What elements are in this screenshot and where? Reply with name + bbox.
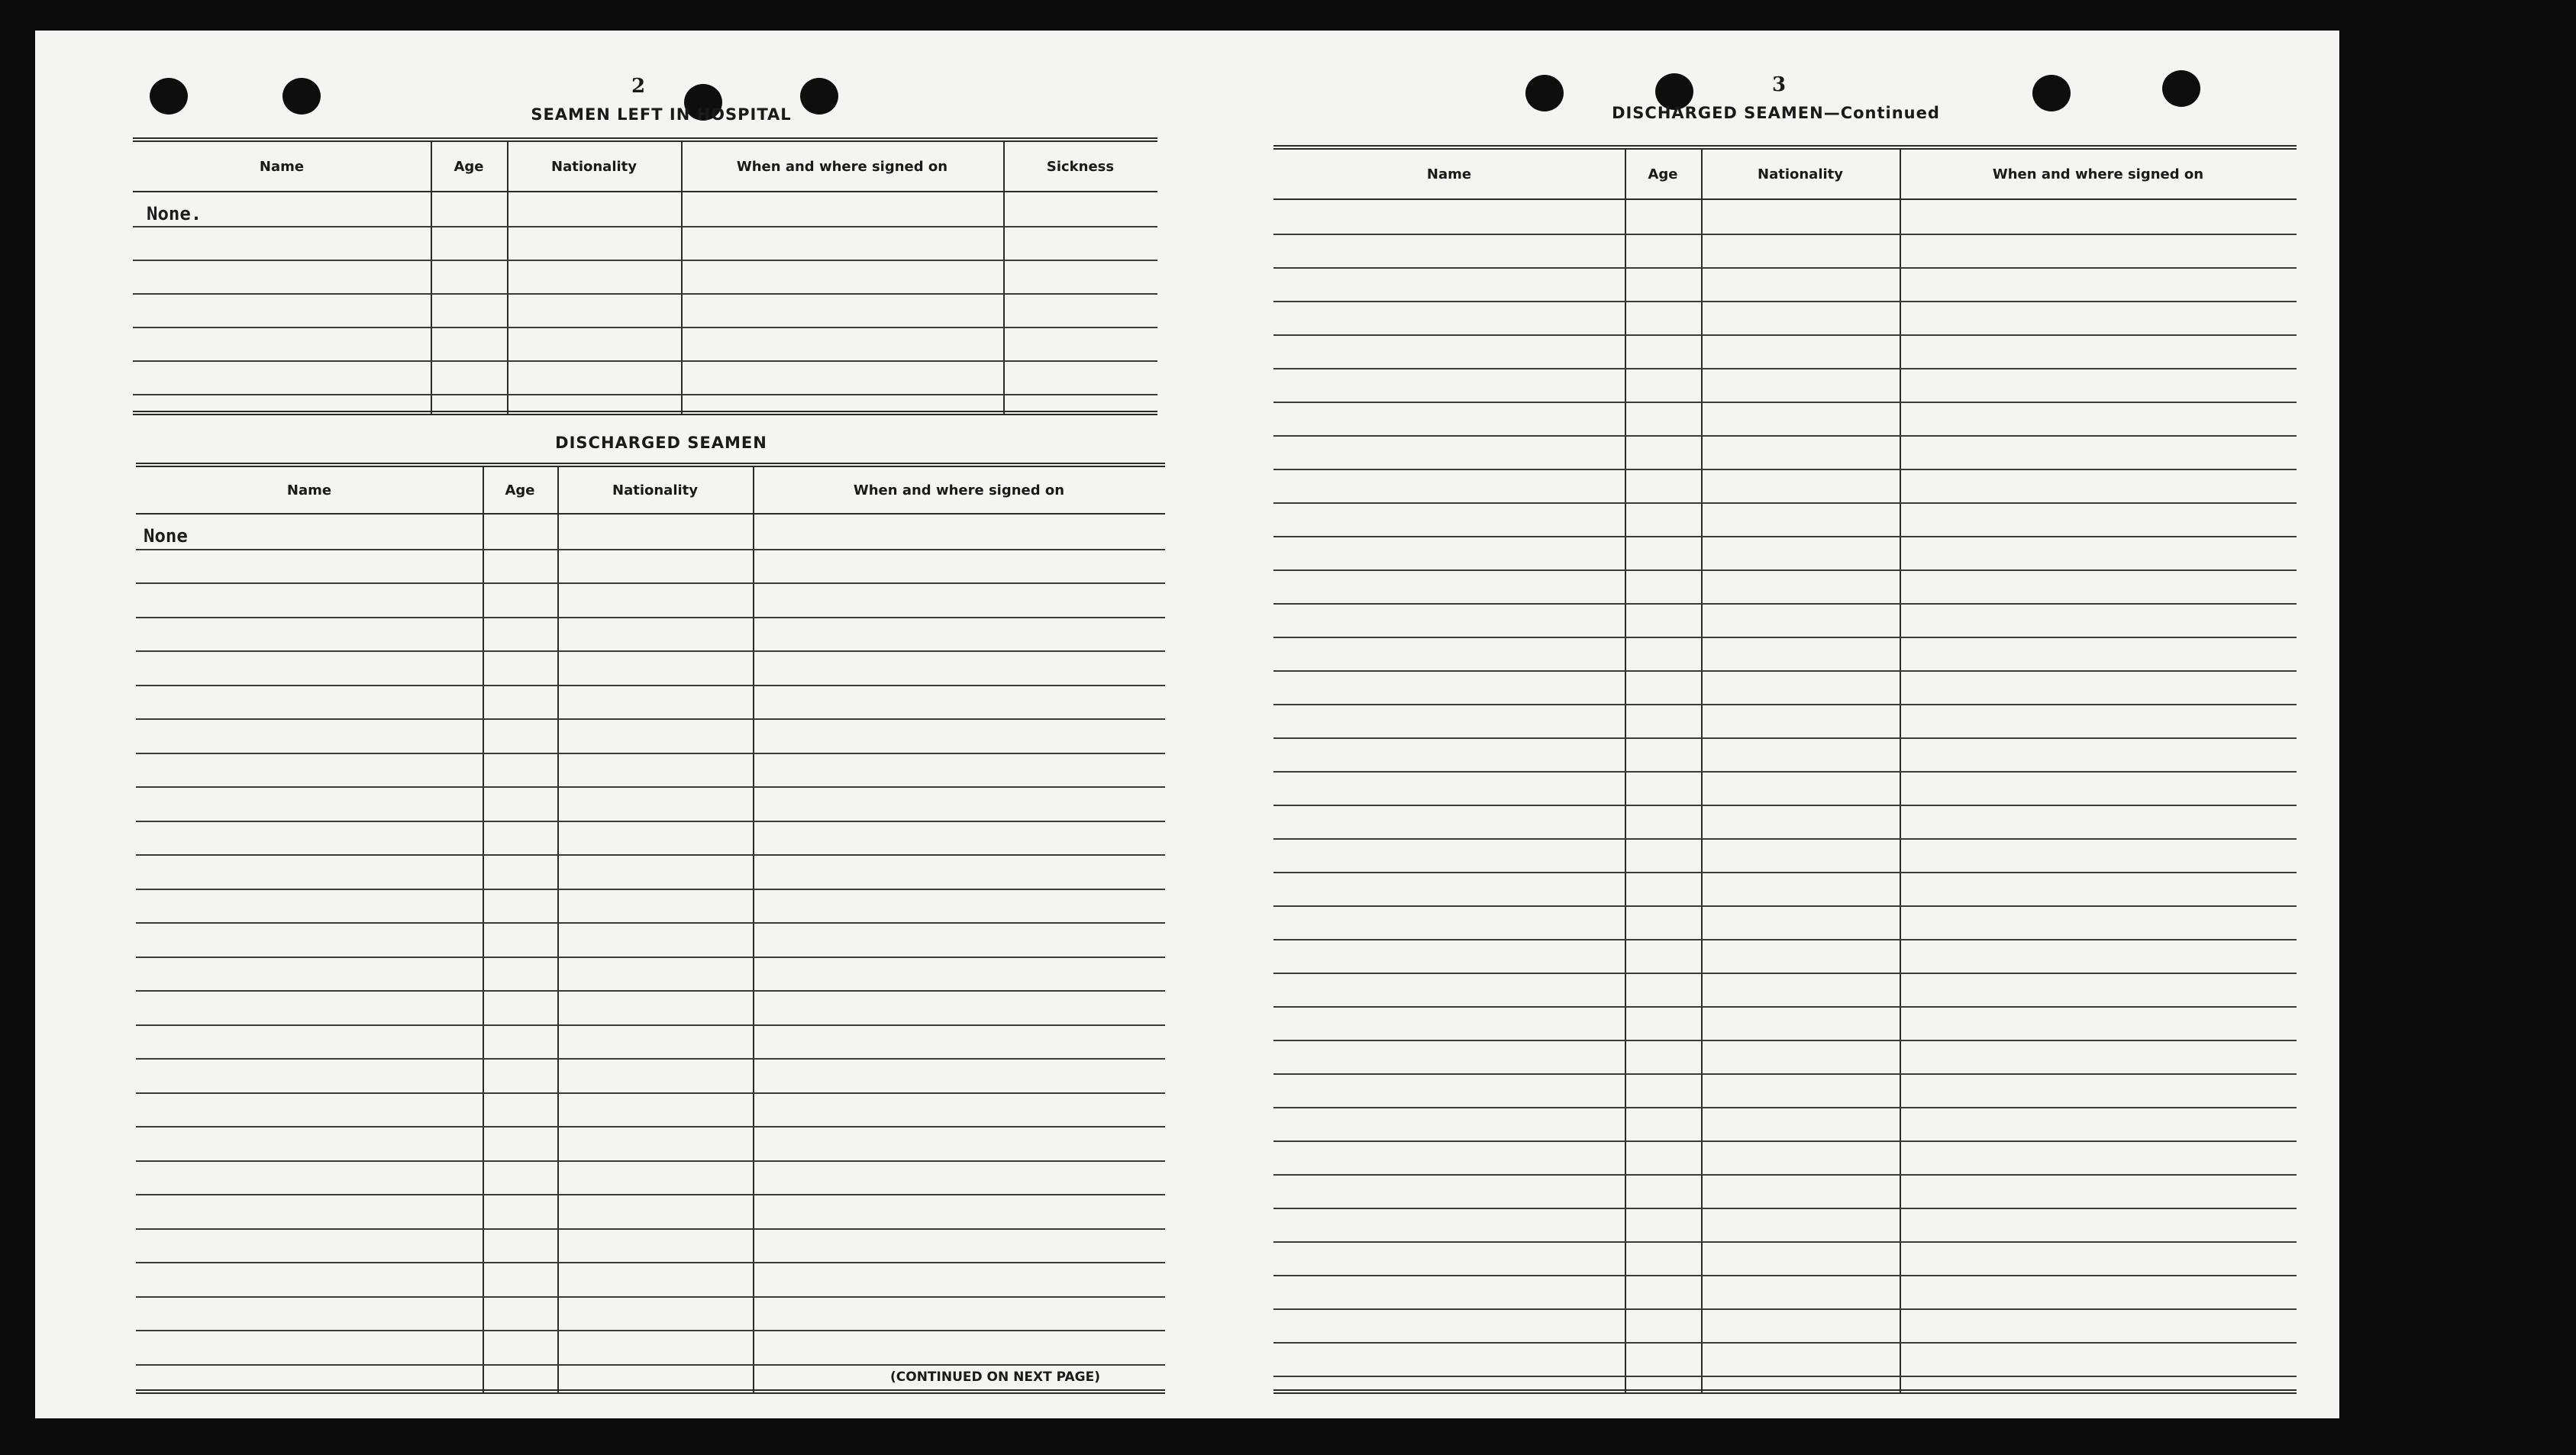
row-rule (133, 293, 1157, 295)
column-divider (681, 142, 683, 415)
page-number-right: 3 (1771, 73, 1787, 96)
row-rule (136, 1092, 1165, 1094)
column-divider (1003, 142, 1005, 415)
col-header-age: Age (1648, 166, 1678, 182)
col-header-name: Name (286, 482, 332, 498)
discharged-table-right-header (1273, 150, 2297, 200)
row-rule (136, 753, 1165, 754)
row-rule (1273, 973, 2297, 974)
document-sheet (35, 31, 2339, 1418)
discharged-table-left-header (136, 467, 1165, 515)
row-rule (136, 1194, 1165, 1195)
col-header-signed-on: When and where signed on (853, 482, 1065, 498)
column-divider (431, 142, 432, 415)
row-rule (136, 821, 1165, 822)
row-rule (136, 650, 1165, 652)
row-rule (1273, 502, 2297, 504)
row-rule (136, 889, 1165, 890)
row-rule (1273, 536, 2297, 537)
row-rule (1273, 469, 2297, 470)
row-rule (136, 1364, 1165, 1366)
hospital-table (133, 137, 1157, 415)
row-rule (136, 549, 1165, 550)
row-rule (1273, 939, 2297, 940)
punch-hole (150, 78, 188, 115)
hospital-entry-none: None. (147, 203, 202, 224)
row-rule (133, 226, 1157, 227)
row-rule (1273, 234, 2297, 235)
punch-hole (2032, 75, 2071, 111)
row-rule (136, 582, 1165, 584)
row-rule (136, 617, 1165, 618)
row-rule (136, 718, 1165, 720)
row-rule (136, 1126, 1165, 1128)
column-divider (557, 467, 559, 1394)
row-rule (136, 1262, 1165, 1263)
row-rule (136, 854, 1165, 856)
row-rule (1273, 704, 2297, 705)
discharged-table-left (136, 463, 1165, 1394)
discharged-entry-none: None (144, 525, 188, 547)
row-rule (136, 1160, 1165, 1162)
row-rule (1273, 1208, 2297, 1209)
row-rule (1273, 301, 2297, 302)
continued-note: (CONTINUED ON NEXT PAGE) (890, 1370, 1100, 1385)
row-rule (1273, 1040, 2297, 1041)
row-rule (1273, 1308, 2297, 1310)
row-rule (133, 327, 1157, 328)
row-rule (133, 360, 1157, 362)
table-bottom-rule (136, 1389, 1165, 1394)
row-rule (136, 1228, 1165, 1230)
col-header-age: Age (454, 158, 484, 175)
table-bottom-rule (1273, 1389, 2297, 1394)
row-rule (1273, 402, 2297, 403)
column-divider (753, 467, 754, 1394)
row-rule (1273, 838, 2297, 840)
column-divider (507, 142, 508, 415)
row-rule (1273, 603, 2297, 605)
col-header-name: Name (259, 158, 305, 175)
punch-hole (282, 78, 321, 115)
row-rule (1273, 1107, 2297, 1108)
row-rule (136, 1330, 1165, 1331)
hospital-section-title: SEAMEN LEFT IN HOSPITAL (531, 105, 792, 124)
row-rule (1273, 1376, 2297, 1377)
row-rule (1273, 569, 2297, 571)
column-divider (483, 467, 484, 1394)
row-rule (1273, 334, 2297, 336)
row-rule (136, 1024, 1165, 1026)
row-rule (136, 1296, 1165, 1298)
col-header-signed-on: When and where signed on (1992, 166, 2204, 182)
row-rule (1273, 805, 2297, 806)
punch-hole (2162, 70, 2200, 107)
discharged-table-right (1273, 145, 2297, 1394)
col-header-nationality: Nationality (612, 482, 698, 498)
row-rule (1273, 771, 2297, 773)
row-rule (1273, 267, 2297, 269)
punch-hole (1525, 75, 1564, 111)
row-rule (136, 786, 1165, 788)
col-header-age: Age (505, 482, 535, 498)
row-rule (1273, 1006, 2297, 1008)
row-rule (1273, 1342, 2297, 1344)
row-rule (136, 685, 1165, 686)
col-header-nationality: Nationality (551, 158, 637, 175)
col-header-name: Name (1426, 166, 1472, 182)
table-bottom-rule (133, 411, 1157, 415)
row-rule (1273, 905, 2297, 907)
row-rule (136, 922, 1165, 924)
row-rule (136, 1058, 1165, 1060)
col-header-sickness: Sickness (1046, 158, 1115, 175)
row-rule (1273, 1073, 2297, 1075)
row-rule (1273, 872, 2297, 873)
row-rule (1273, 1241, 2297, 1243)
row-rule (1273, 1174, 2297, 1176)
row-rule (136, 957, 1165, 958)
discharged-section-title: DISCHARGED SEAMEN (555, 434, 767, 452)
col-header-nationality: Nationality (1758, 166, 1843, 182)
row-rule (1273, 1140, 2297, 1142)
discharged-continued-title: DISCHARGED SEAMEN—Continued (1612, 104, 1940, 122)
row-rule (133, 260, 1157, 261)
page-number-left: 2 (631, 75, 646, 98)
row-rule (1273, 1275, 2297, 1276)
row-rule (133, 394, 1157, 395)
row-rule (1273, 737, 2297, 739)
row-rule (136, 990, 1165, 992)
col-header-signed-on: When and where signed on (736, 158, 948, 175)
row-rule (1273, 637, 2297, 638)
row-rule (1273, 368, 2297, 369)
row-rule (1273, 435, 2297, 437)
row-rule (1273, 670, 2297, 672)
